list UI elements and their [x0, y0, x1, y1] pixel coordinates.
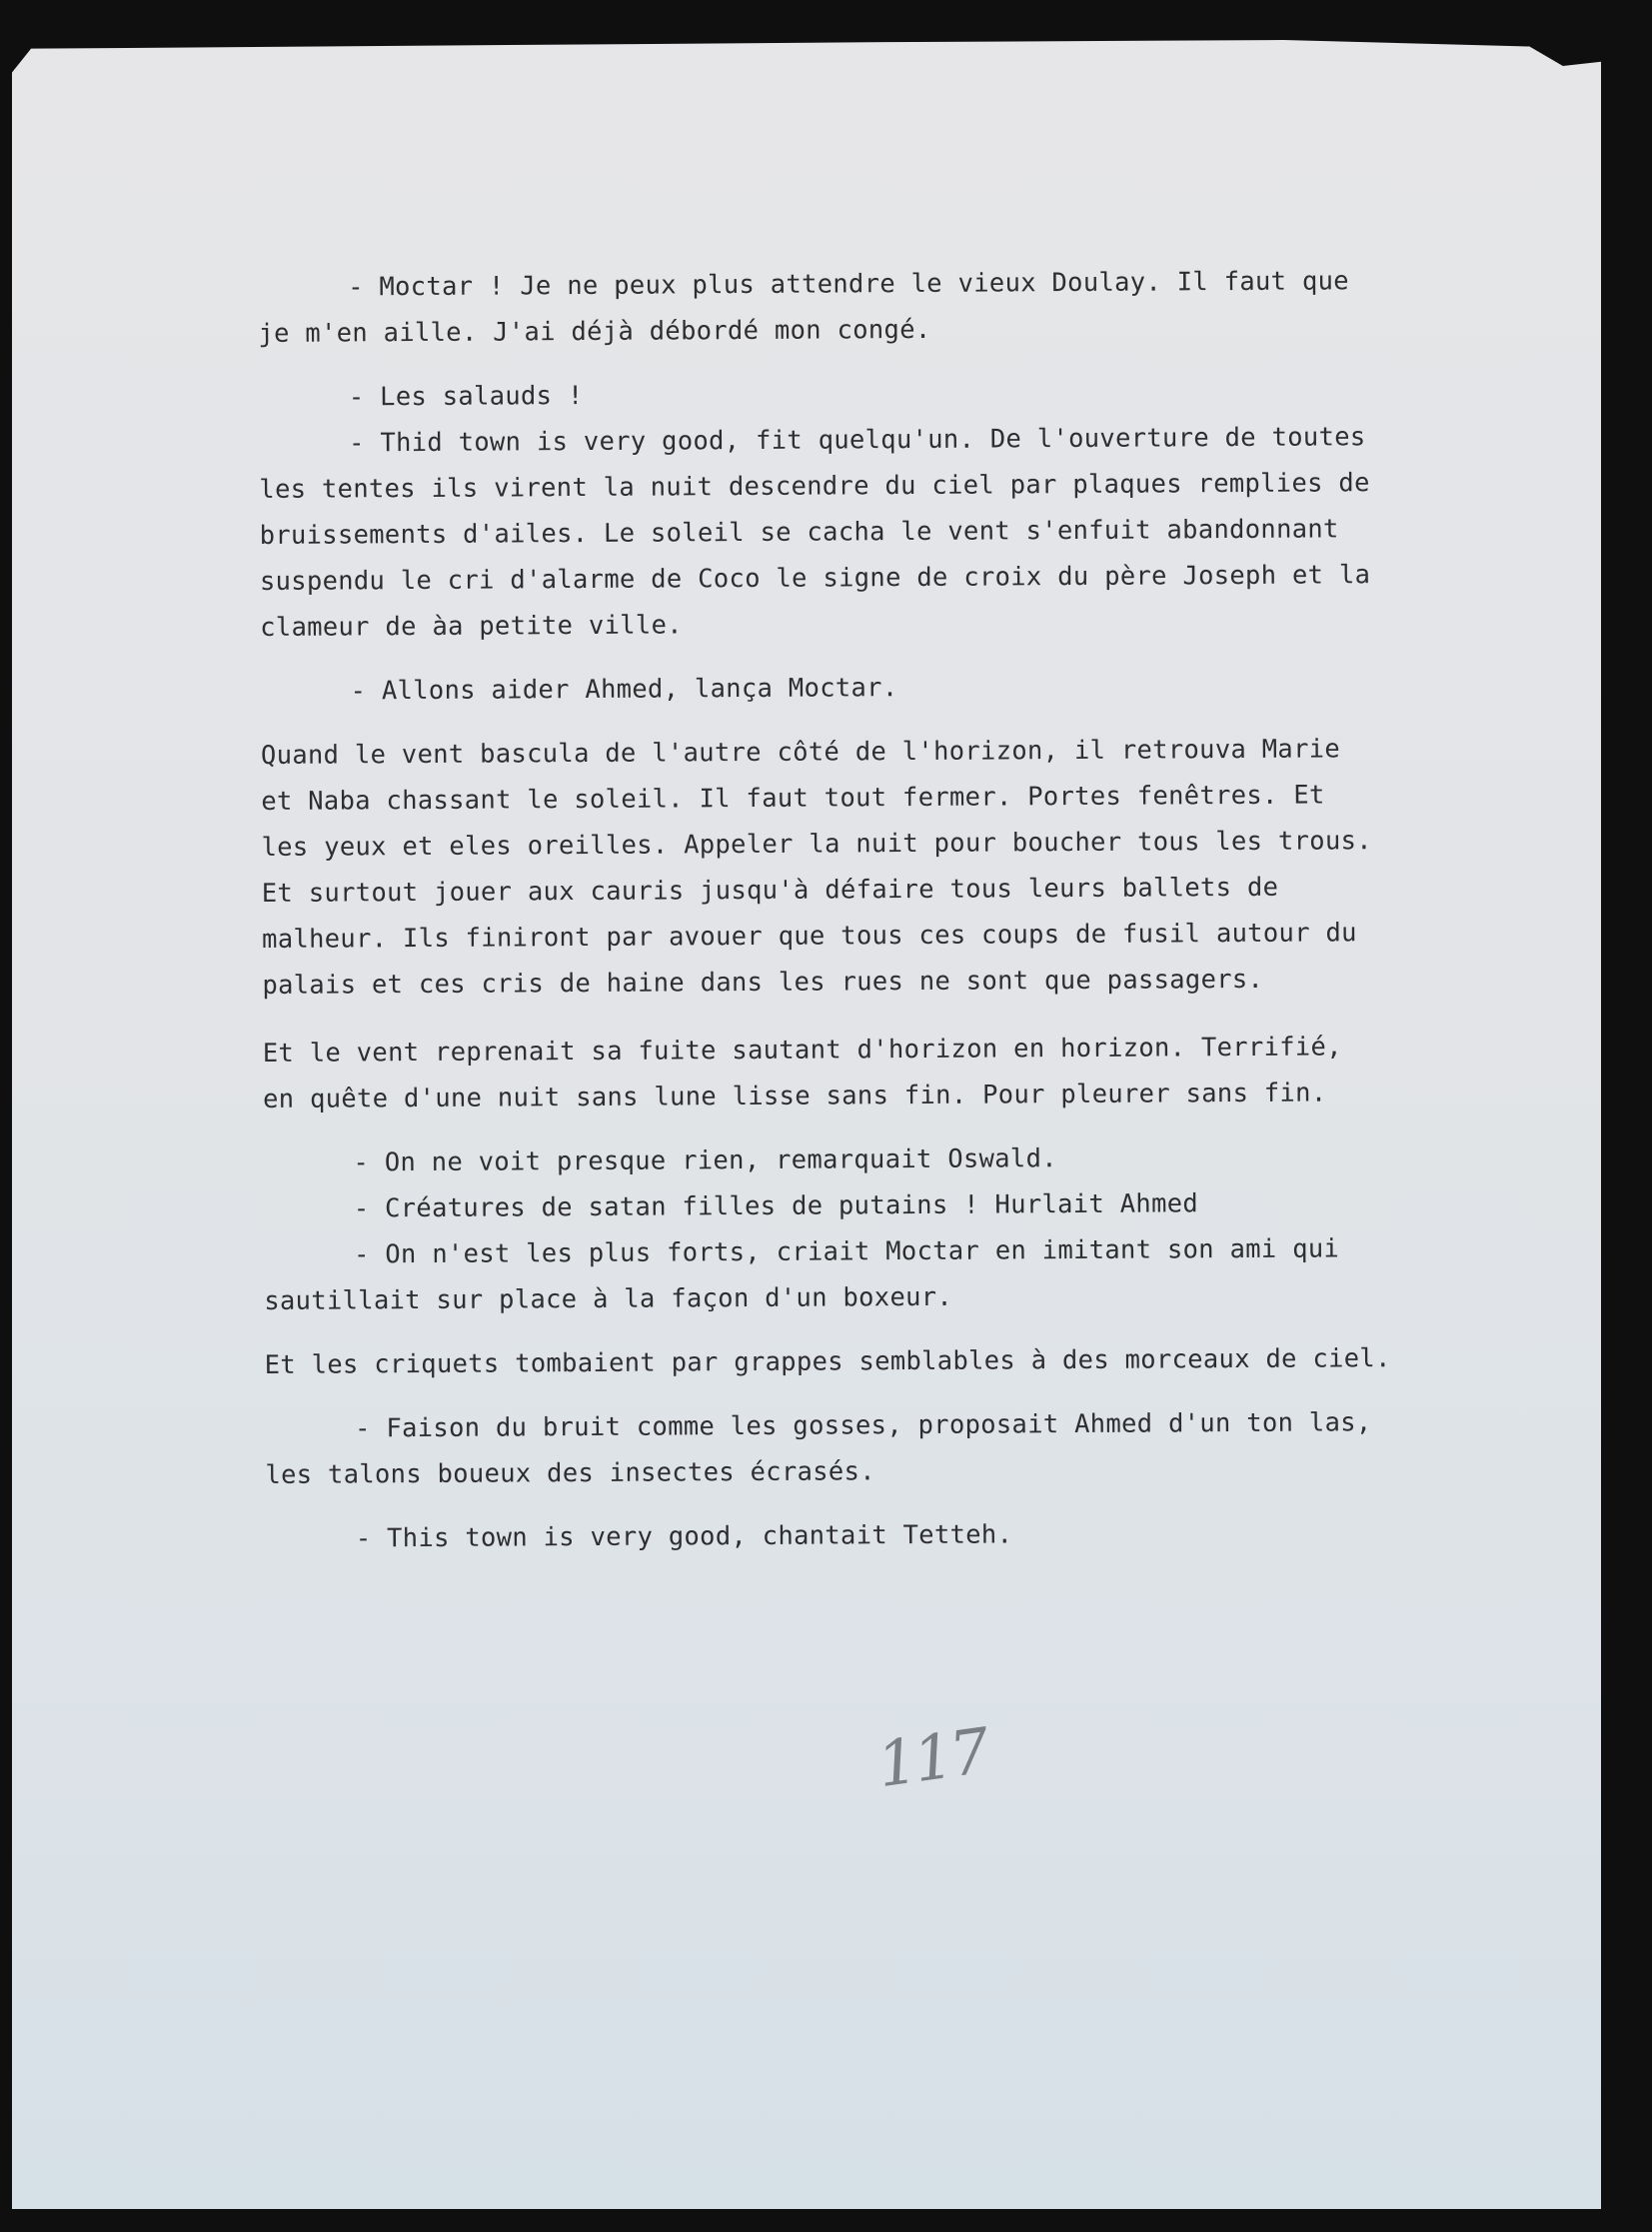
text-line: - This town is very good, chantait Tetteh. [355, 1519, 1013, 1554]
text-line: les talons boueux des insectes écrasés. [265, 1456, 875, 1490]
text-line: je m'en aille. J'ai déjà débordé mon congé. [258, 314, 931, 349]
text-line: - Créatures de satan filles de putains ! Hurlait Ahmed [353, 1188, 1199, 1224]
text-line: les tentes ils virent la nuit descendre du ciel par plaques remplies de [259, 468, 1370, 505]
text-line: suspendu le cri d'alarme de Coco le signe de croix du père Joseph et la [259, 560, 1371, 597]
typescript-body [258, 258, 1465, 1562]
text-line: en quête d'une nuit sans lune lisse sans fin. Pour pleurer sans fin. [263, 1078, 1327, 1115]
text-line: clameur de àa petite ville. [260, 610, 683, 643]
text-line: - On ne voit presque rien, remarquait Oswald. [353, 1143, 1057, 1178]
text-line: - Les salauds ! [348, 381, 584, 413]
text-line: - Moctar ! Je ne peux plus attendre le vieux Doulay. Il faut que [348, 266, 1349, 303]
text-line: palais et ces cris de haine dans les rues ne sont que passagers. [262, 964, 1264, 1001]
text-line: - On n'est les plus forts, criait Moctar en imitant son ami qui [353, 1233, 1340, 1270]
text-line: bruissements d'ailes. Le soleil se cacha le vent s'enfuit abandonnant [259, 514, 1339, 551]
text-line: Et surtout jouer aux cauris jusqu'à défaire tous leurs ballets de [261, 872, 1279, 909]
text-line: Et le vent reprenait sa fuite sautant d'horizon en horizon. Terrifié, [262, 1032, 1342, 1069]
text-line: Quand le vent bascula de l'autre côté de l'horizon, il retrouva Marie [260, 734, 1341, 771]
text-line: - Faison du bruit comme les gosses, proposait Ahmed d'un ton las, [355, 1407, 1372, 1444]
text-line: sautillait sur place à la façon d'un boxeur. [264, 1281, 953, 1316]
text-line: les yeux et eles oreilles. Appeler la nuit pour boucher tous les trous. [261, 826, 1372, 863]
text-line: et Naba chassant le soleil. Il faut tout fermer. Portes fenêtres. Et [261, 780, 1325, 817]
handwritten-page-number: 117 [872, 1713, 991, 1802]
text-line: malheur. Ils finiront par avouer que tous ces coups de fusil autour du [262, 918, 1357, 955]
text-line: Et les criquets tombaient par grappes semblables à des morceaux de ciel. [264, 1343, 1391, 1380]
text-line: - Thid town is very good, fit quelqu'un. De l'ouverture de toutes [349, 422, 1366, 459]
text-line: - Allons aider Ahmed, lança Moctar. [350, 673, 898, 707]
